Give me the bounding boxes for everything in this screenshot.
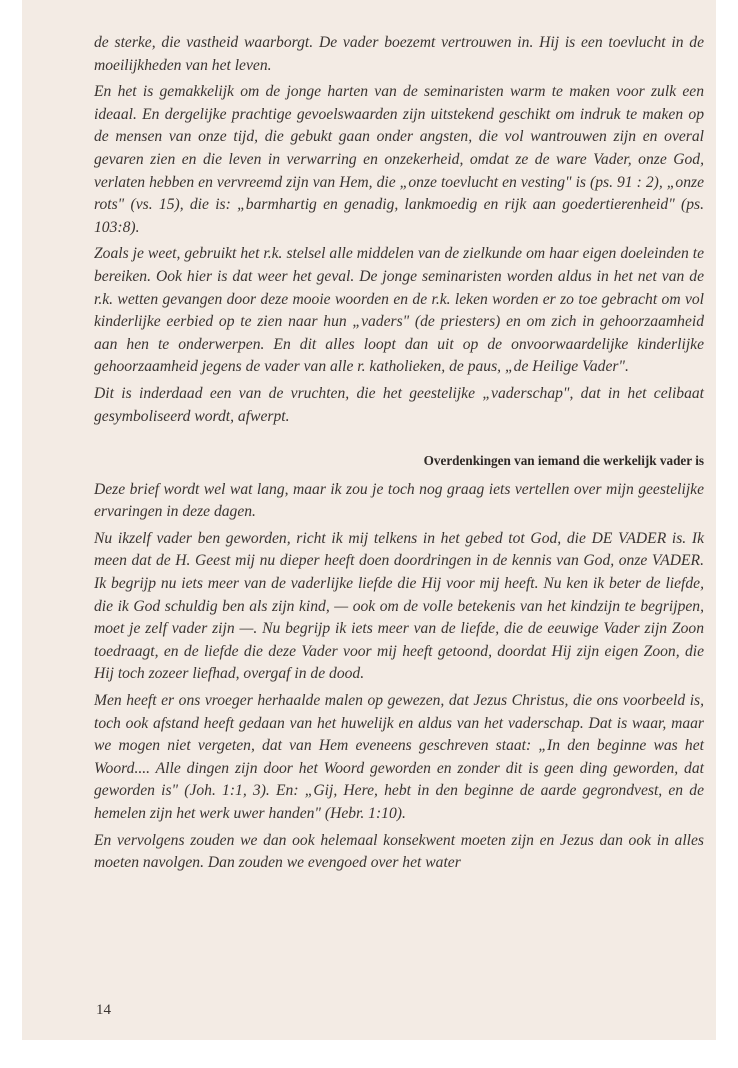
paragraph: Men heeft er ons vroeger herhaalde malen op gewezen, dat Jezus Christus, die ons voorbeeld is, toch ook afstand heeft gedaan van het huwelijk en aldus van het vaderschap. Dat is waar, maar we mogen niet vergeten, dat van Hem eveneens geschreven staat: „In den beginne was het Woord.... Alle dingen zijn door het Woord geworden en zonder dit is geen ding geworden, dat geworden is" (Joh. 1:1, 3). En: „Gij, Here, hebt in den beginne de aarde gegrondvest, en de hemelen zijn het werk uwer handen" (Hebr. 1:10). [94, 692, 704, 822]
book-page [22, 0, 716, 1040]
paragraph: En vervolgens zouden we dan ook helemaal konsekwent moeten zijn en Jezus dan ook in alles moeten navolgen. Dan zouden we evengoed over het water [94, 831, 704, 872]
paragraph: Nu ikzelf vader ben geworden, richt ik mij telkens in het gebed tot God, die DE VADER is. Ik meen dat de H. Geest mij nu dieper heeft doen doordringen in de kennis van God, onze VADER. Ik begrijp nu iets meer van de vaderlijke liefde die Hij voor mij heeft. Nu ken ik beter de liefde, die ik God schuldig ben als zijn kind, — ook om de volle betekenis van het kindzijn te begrijpen, moet je zelf vader zijn —. Nu begrijp ik iets meer van de liefde, die de eeuwige Vader zijn Zoon toedraagt, en de liefde die deze Vader voor mij heeft getoond, doordat Hij zijn eigen Zoon, die Hij toch zozeer liefhad, overgaf in de dood. [94, 529, 704, 683]
paragraph: En het is gemakkelijk om de jonge harten van de seminaristen warm te maken voor zulk een ideaal. En dergelijke prachtige gevoelswaarden zijn uitstekend geschikt om indruk te maken op de mensen van onze tijd, die gebukt gaan onder angsten, die vol wantrouwen zijn en overal gevaren zien en die leven in verwarring en onzekerheid, omdat ze de ware Vader, onze God, verlaten hebben en vervreemd zijn van Hem, die „onze toevlucht en vesting" is (ps. 91 : 2), „onze rots" (vs. 15), die is: „barmhartig en genadig, lankmoedig en rijk aan goedertierenheid" (ps. 103:8). [94, 83, 704, 236]
page-body [94, 32, 704, 879]
page-number: 14 [96, 1002, 111, 1018]
paragraph: de sterke, die vastheid waarborgt. De vader boezemt vertrouwen in. Hij is een toevlucht in de moeilijkheden van het leven. [94, 34, 704, 74]
section-heading: Overdenkingen van iemand die werkelijk vader is [423, 453, 704, 469]
paragraph: Deze brief wordt wel wat lang, maar ik zou je toch nog graag iets vertellen over mijn geestelijke ervaringen in deze dagen. [94, 480, 704, 521]
paragraph: Dit is inderdaad een van de vruchten, die het geestelijke „vaderschap", dat in het celibaat gesymboliseerd wordt, afwerpt. [94, 384, 704, 425]
paragraph: Zoals je weet, gebruikt het r.k. stelsel alle middelen van de zielkunde om haar eigen doeleinden te bereiken. Ook hier is dat weer het geval. De jonge seminaristen worden aldus in het net van de r.k. wetten gevangen door deze mooie woorden en de r.k. leken worden er zo toe gebracht om vol kinderlijke eerbied op te zien naar hun „vaders" (de priesters) en om zich in gehoorzaamheid aan hen te onderwerpen. En dit alles loopt dan uit op de onvoorwaardelijke kinderlijke gehoorzaamheid jegens de vader van alle r. katholieken, de paus, „de Heilige Vader". [94, 245, 704, 376]
